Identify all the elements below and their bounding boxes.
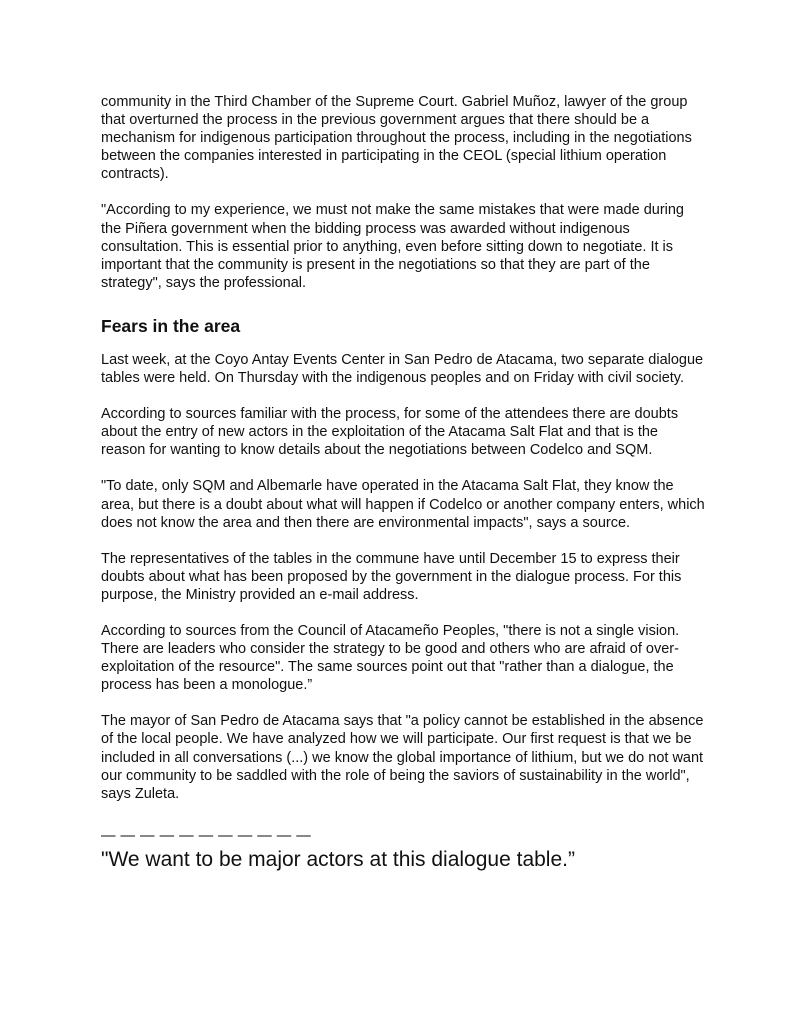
separator-line: — — — — — — — — — — —: [101, 827, 312, 844]
body-paragraph: According to sources familiar with the process, for some of the attendees there are doubts about the entry of new actors in the exploitation of the Atacama Salt Flat and that is the reason for wanting to know details about the negotiations between Codelco and SQM.: [101, 406, 679, 459]
body-paragraph: community in the Third Chamber of the Supreme Court. Gabriel Muñoz, lawyer of the group that overturned the process in the previous government argues that there should be a mechanism for indigenous participation throughout the process, including in the negotiations between the companies interested in participating in the CEOL (special lithium operation contracts).: [101, 94, 692, 183]
body-paragraph: The representatives of the tables in the commune have until December 15 to express their doubts about what has been proposed by the government in the dialogue process. For this purpose, the Ministry provided an e-mail address.: [101, 550, 682, 603]
pull-quote: "We want to be major actors at this dialogue table.”: [101, 847, 575, 871]
section-heading: Fears in the area: [101, 315, 241, 336]
body-paragraph: The mayor of San Pedro de Atacama says that "a policy cannot be established in the absence of the local people. We have analyzed how we will participate. Our first request is that we be included in all conversations (...) we know the global importance of lithium, but we do not want our community to be saddled with the role of being the saviors of sustainability in the world", says Zuleta.: [101, 713, 704, 802]
document-page: [101, 93, 706, 873]
body-paragraph: "To date, only SQM and Albemarle have operated in the Atacama Salt Flat, they know the area, but there is a doubt about what will happen if Codelco or another company enters, which does not know the area and then there are environmental impacts", says a source.: [101, 478, 705, 531]
body-paragraph: "According to my experience, we must not make the same mistakes that were made during the Piñera government when the bidding process was awarded without indigenous consultation. This is essential prior to anything, even before sitting down to negotiate. It is important that the community is present in the negotiations so that they are part of the strategy", says the professional.: [101, 202, 684, 291]
body-paragraph: According to sources from the Council of Atacameño Peoples, "there is not a single vision. There are leaders who consider the strategy to be good and others who are afraid of over-exploitation of the resource". The same sources point out that "rather than a dialogue, the process has been a monologue.”: [101, 622, 680, 694]
body-paragraph: Last week, at the Coyo Antay Events Center in San Pedro de Atacama, two separate dialogue tables were held. On Thursday with the indigenous peoples and on Friday with civil society.: [101, 351, 704, 387]
